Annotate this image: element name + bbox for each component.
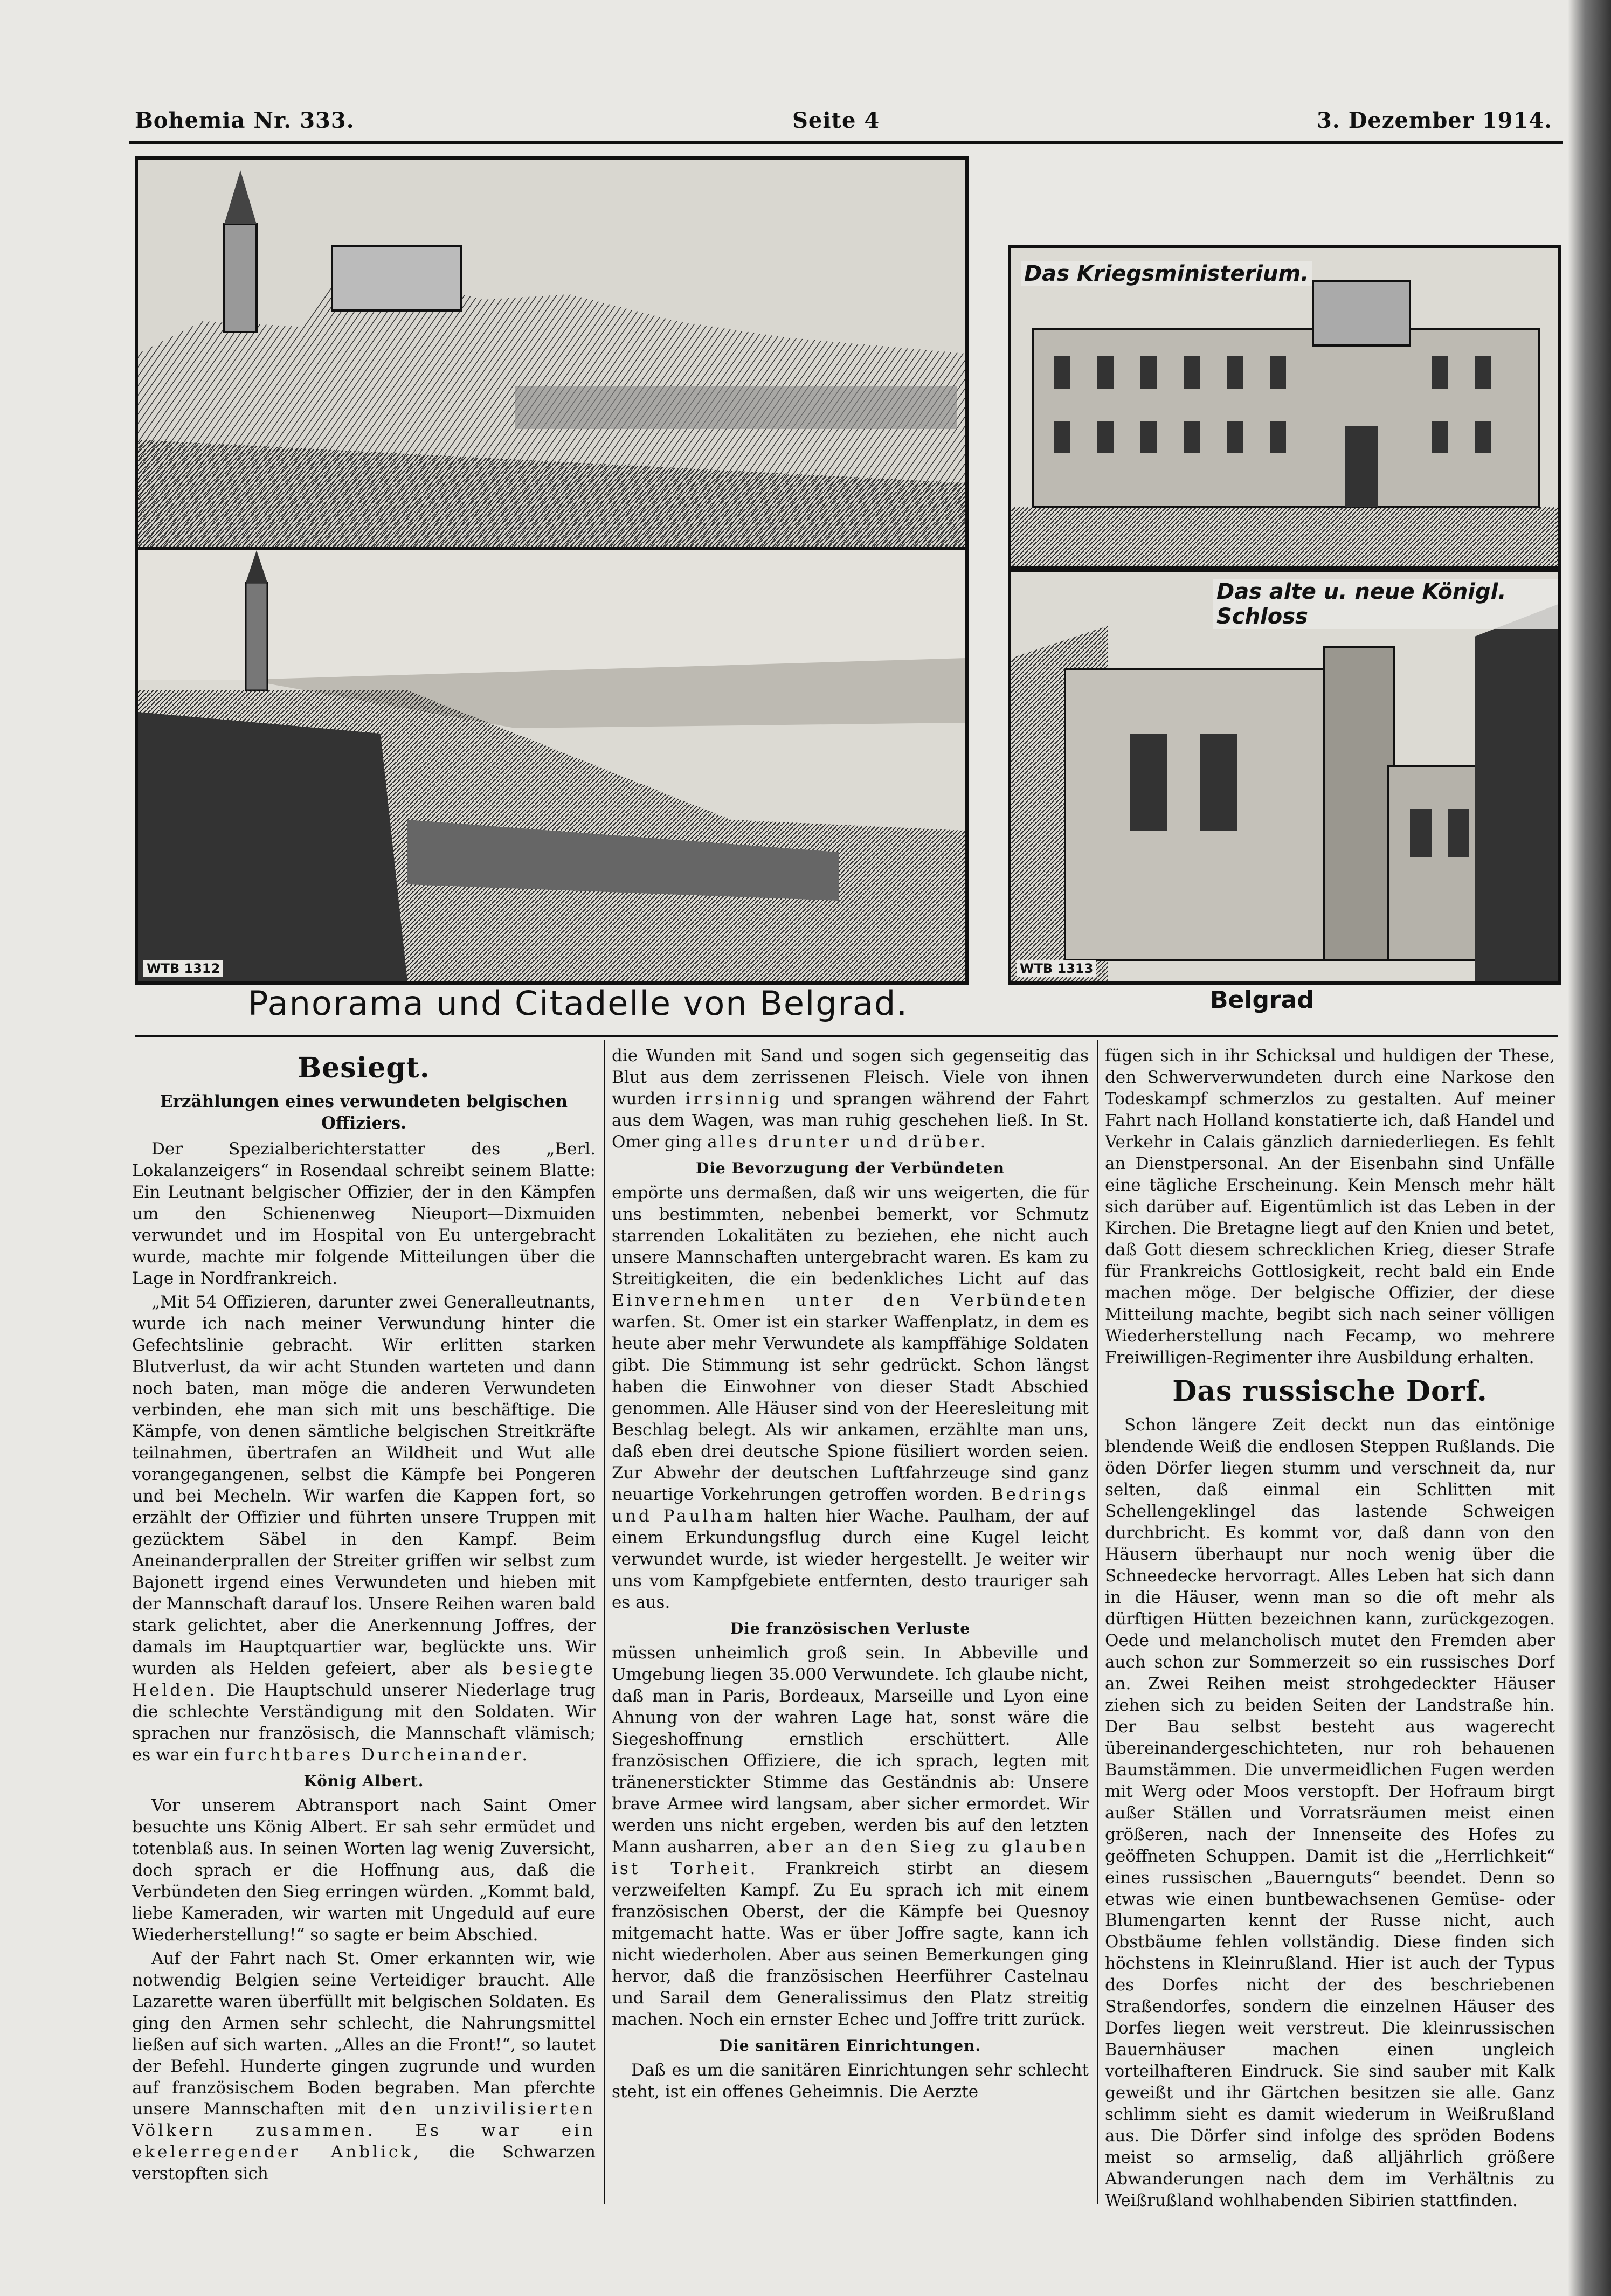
ministry-drawing — [1011, 248, 1558, 566]
subheading-losses: Die französischen Verluste — [730, 1619, 971, 1637]
text-run: Auf der Fahrt nach St. Omer erkannten wir, wie notwendig Belgien seine Verteidiger braucht. Alle Lazarette waren überfüllt mit belgischen Soldaten. Es ging den Armen sehr schlecht, die Nahrungsmittel ließen auf sich warten. „Alles an die Front!“, so lautet der Befehl. Hunderte gingen zugrunde und wurden auf französischem Boden begraben. Man pferchte unsere Mannschaften mit — [132, 1948, 596, 2119]
masthead — [135, 108, 1552, 140]
spaced-text: besiegte Helden. — [132, 1658, 596, 1700]
article-title-besiegt: Besiegt. — [298, 1052, 430, 1084]
section-rule — [135, 1035, 1558, 1037]
column-divider-1 — [604, 1040, 605, 2204]
column-3 — [1105, 1046, 1555, 2210]
panorama-drawing — [138, 550, 965, 981]
spaced-text: alles drunter und drüber. — [707, 1132, 988, 1152]
article-paragraph: Daß es um die sanitären Einrichtungen sehr schlecht steht, ist ein offenes Geheimnis. Die Aerzte — [612, 2060, 1089, 2101]
subheading-sanitary: Die sanitären Einrichtungen. — [719, 2036, 981, 2055]
text-run: halten hier Wache. Paulham, der auf einem Erkundungsflug durch eine Kugel leicht verwundet wurde, ist wieder hergestellt. Je weiter wir uns vom Kampfgebiete entfernten, desto trauriger sah es aus. — [612, 1506, 1089, 1612]
text-run: müssen unheimlich groß sein. In Abbeville und Umgebung liegen 35.000 Verwundete. Ich glaube nicht, daß man in Paris, Bordeaux, Marseille und Lyon eine Ahnung von der wahren Lage hat, sonst wäre die Siegeshoffnung ernstlich erschüttert. Alle französischen Offiziere, die ich sprach, legten mit tränenerstickter Stimme das Geständnis ab: Unsere brave Armee wird langsam, aber sicher ermordet. Wir werden uns nicht ergeben, werden bis auf den letzten Mann ausharren, — [612, 1643, 1089, 1857]
spaced-text: Bedrings und Paulham — [612, 1484, 1089, 1526]
article-paragraph: Schon längere Zeit deckt nun das eintönige blendende Weiß die endlosen Steppen Rußlands. Die öden Dörfer liegen stumm und verschneit da, nur selten, daß einmal ein Schlitten mit Schellengeklingel das lastende Schweigen durchbricht. Es kommt vor, daß dann von den Häusern überhaupt nur noch wenig über die Schneedecke hervorragt. Alles Leben hat sich dann in die Häuser, wenn man so die oft mehr als dürftigen Hütten bezeichnen kann, zurückgezogen. Oede und melancholisch mutet den Fremden aber auch schon zur Sommerzeit so ein russisches Dorf an. Zwei Reihen meist strohgedeckter Häuser ziehen sich zu beiden Seiten der Landstraße hin. Der Bau selbst besteht aus wagerecht übereinandergeschichteten, nur roh behauenen Baumstämmen. Die unvermeidlichen Fugen werden mit Werg oder Moos verstopft. Der Hofraum birgt außer Ställen und Vorratsräumen meist einen größeren, nach der Innenseite des Hofes zu geöffneten Schuppen. Damit ist die „Herrlichkeit“ eines russischen „Bauernguts“ beendet. Denn so etwas wie einen buntbewachsenen Gemüse- oder Blumengarten kennt der Russe nicht, auch Obstbäume fehlen vollständig. Diese finden sich höchstens in Kleinrußland. Hier ist auch der Typus des Dorfes nicht der des beschriebenen Straßendorfes, sondern die einzelnen Häuser des Dorfes liegen weit verstreut. Die kleinrussischen Bauernhäuser machen einen ungleich vorteilhafteren Eindruck. Sie sind sauber mit Kalk geweißt und ihr Gärtchen besitzen sie alle. Ganz schlimm sieht es damit wiederum in Weißrußland aus. Die Dörfer sind infolge des spröden Bodens meist so armselig, daß alljährlich größere Abwanderungen nach dem im Verhältnis zu Weißrußland wohlhabenden Sibirien stattfinden. — [1105, 1415, 1555, 2210]
text-run: die Schwarzen verstopften sich — [132, 2142, 596, 2184]
article-intro: Der Spezialberichterstatter des „Berl. Lokalanzeigers“ in Rosendaal schreibt seinem Blatte: Ein Leutnant belgischer Offizier, der in den Kämpfen um den Schienenweg Nieuport—Dixmuiden verwundet und im Hospital von Eu untergebracht wurde, machte mir folgende Mitteilungen über die Lage in Nordfrankreich. — [132, 1139, 596, 1288]
article-paragraph: Vor unserem Abtransport nach Saint Omer besuchte uns König Albert. Er sah sehr ermüdet und totenblaß aus. In seinen Worten lag wenig Zuversicht, doch sprach er die Hoffnung aus, daß die Verbündeten den Sieg erringen würden. „Kommt bald, liebe Kameraden, wir warten mit Ungeduld auf eure Wiederherstellung!“ so sagte er beim Abschied. — [132, 1795, 596, 1945]
text-run: „Mit 54 Offizieren, darunter zwei Generalleutnants, wurde ich nach meiner Verwundung hinter die Gefechtslinie gebracht. Wir erlitten starken Blutverlust, da wir acht Stunden warteten und dann noch baten, man möge die anderen Verwundeten verbinden, ehe man sich mit uns beschäftige. Die Kämpfe, von denen sämtliche belgischen Streitkräfte teilnahmen, übertrafen an Wildheit und Wut alle vorangegangenen, selbst die Kämpfe bei Pongeren und bei Mecheln. Wir warfen die Kappen fort, so erzählt der Offizier und führten unsere Truppen mit gezücktem Säbel in den Kampf. Beim Aneinanderprallen der Streiter griffen wir selbst zum Bajonett irgend eines Verwundeten und hieben mit der Mannschaft darauf los. Unsere Reihen waren bald stark gelichtet, aber die Anerkennung Joffres, der damals im Hauptquartier war, beglückte uns. Wir wurden als Helden gefeiert, aber als — [132, 1292, 596, 1678]
masthead-issue: Bohemia Nr. 333. — [135, 108, 355, 133]
text-run: empörte uns dermaßen, daß wir uns weigerten, die für uns bestimmten, nebenbei bemerkt, vor Schmutz starrenden Lokalitäten zu beziehen, ehe nicht auch unsere Mannschaften untergebracht waren. Es kam zu Streitigkeiten, die ein bedenkliches Licht auf das — [612, 1183, 1089, 1289]
column-divider-2 — [1097, 1040, 1098, 2204]
text-run: die Wunden mit Sand und sogen sich gegenseitig das Blut aus dem zerrissenen Fleisch. Viele von ihnen wurden — [612, 1046, 1089, 1109]
article-paragraph: fügen sich in ihr Schicksal und huldigen der These, den Schwerverwundeten durch eine Narkose den Todeskampf schmerzlos zu gestalten. Auf meiner Fahrt nach Holland konstatierte ich, daß Handel und Verkehr in Calais gänzlich darniederliegen. Es fehlt an Dienstpersonal. An der Eisenbahn sind Unfälle eine tägliche Erscheinung. Kein Mensch mehr hält sich darüber auf. Eigentümlich ist das Leben in der Kirchen. Die Bretagne liegt auf den Knien und betet, daß Gott diesem schrecklichen Krieg, dieser Strafe für Frankreichs Gottlosigkeit, recht bald ein Ende machen möge. Der belgische Offizier, der diese Mitteilung machte, begibt sich nach seiner völligen Wiederherstellung nach Fecamp, wo mehrere Freiwilligen-Regimenter ihre Ausbildung erhalten. — [1105, 1046, 1555, 1367]
ministry-label: Das Kriegsministerium. — [1021, 261, 1312, 286]
main-plate-credit: WTB 1312 — [143, 960, 223, 977]
article-paragraph — [612, 1046, 1089, 1153]
article-title-russian-village: Das russische Dorf. — [1172, 1374, 1488, 1408]
castle-drawing — [1011, 572, 1558, 981]
column-1 — [132, 1046, 596, 2210]
article-paragraph — [132, 1948, 596, 2186]
spaced-text: Einvernehmen unter den Verbündeten — [612, 1290, 1089, 1310]
castle-illustration — [1008, 569, 1561, 985]
subheading-king-albert: König Albert. — [303, 1772, 424, 1790]
spaced-text: aber an den Sieg zu glauben ist Torheit. — [612, 1837, 1089, 1878]
text-run: Die Hauptschuld unserer Niederlage trug die schlechte Verständigung mit den Soldaten. Wir sprachen nur französisch, die Mannschaft vlämisch; es war ein — [132, 1680, 596, 1765]
page-edge-shadow — [1568, 0, 1611, 2296]
article-paragraph — [612, 1182, 1089, 1614]
article-paragraph — [132, 1292, 596, 1766]
panorama-illustration — [135, 547, 969, 985]
article-paragraph — [612, 1643, 1089, 2031]
masthead-date: 3. Dezember 1914. — [1317, 108, 1552, 133]
spaced-text: furchtbares Durcheinander. — [224, 1745, 530, 1765]
castle-label: Das alte u. neue Königl. Schloss — [1213, 579, 1558, 629]
right-plate-credit: WTB 1313 — [1017, 960, 1096, 977]
text-run: Frankreich stirbt an diesem verzweifelten Kampf. Zu Eu sprach ich mit einem französischen Oberst, der die Kämpfe bei Quesnoy mitgemacht hatte. Was er über Joffre sagte, kann ich nicht wiederholen. Aber aus seinen Bemerkungen ging hervor, daß die französischen Heerführer Castelnau und Sarail dem Generalissimus den Platz streitig machen. Noch ein ernster Echec und Joffre tritt zurück. — [612, 1858, 1089, 2029]
citadel-illustration — [135, 156, 969, 556]
column-2 — [612, 1046, 1089, 2210]
right-plate-caption: Belgrad — [1210, 986, 1314, 1014]
subheading-preference: Die Bevorzugung der Verbündeten — [696, 1159, 1005, 1177]
text-run: warfen. St. Omer ist ein starker Waffenplatz, in dem es heute aber mehr Verwundete als kampffähige Soldaten gibt. Die Stimmung ist sehr gedrückt. Schon längst haben die Einwohner von dieser Stadt Abschied genommen. Alle Häuser sind von der Heeresleitung mit Beschlag belegt. Als wir ankamen, erzählte man uns, daß eben drei deutsche Spione füsiliert worden seien. Zur Abwehr der deutschen Luftfahrzeuge sind ganz neuartige Vorkehrungen getroffen worden. — [612, 1312, 1089, 1504]
masthead-rule — [129, 141, 1563, 144]
spaced-text: irrsinnig — [685, 1089, 783, 1109]
spaced-text: den unzivilisierten Völkern zusammen. Es war ein ekelerregender Anblick, — [132, 2099, 596, 2162]
citadel-drawing — [138, 160, 965, 553]
text-run: und sprangen während der Fahrt aus dem Wagen, was man ruhig geschehen ließ. In St. Omer ging — [612, 1089, 1089, 1152]
article-subtitle: Erzählungen eines verwundeten belgischen Offiziers. — [160, 1092, 568, 1133]
ministry-illustration — [1008, 245, 1561, 570]
main-plate-caption: Panorama und Citadelle von Belgrad. — [248, 984, 909, 1023]
masthead-page-number: Seite 4 — [792, 108, 880, 133]
